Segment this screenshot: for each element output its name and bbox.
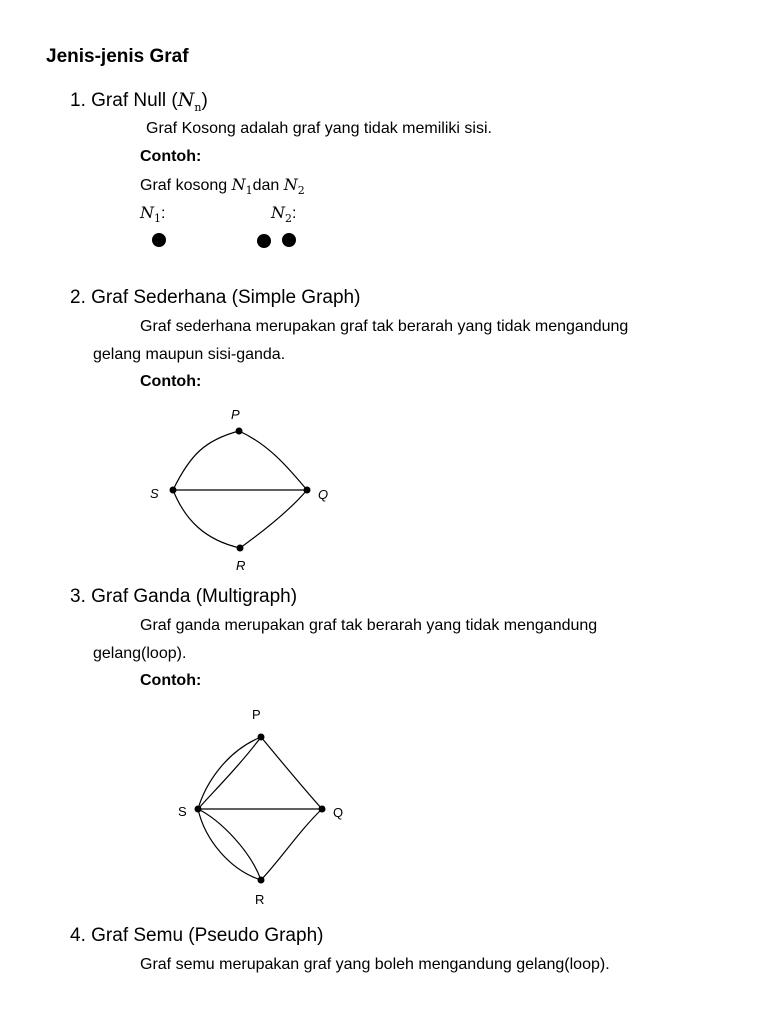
- edge-p-q: [239, 431, 307, 490]
- section-1-heading: 1. Graf Null $(N_n)$: [70, 89, 208, 114]
- section-1-example-text: Graf kosong $N_1dan$ $N_2$: [140, 175, 305, 198]
- multigraph: [198, 737, 322, 880]
- vertex-label-s: S: [178, 804, 187, 819]
- vertex-label-q: Q: [318, 487, 329, 502]
- section-1-description: Graf Kosong adalah graf yang tidak memiliki sisi.: [146, 120, 492, 137]
- vertex-label-r: R: [255, 892, 265, 907]
- section-2-description-line2: gelang maupun sisi-ganda.: [93, 346, 286, 363]
- label-n1: $N_1$:: [140, 203, 166, 226]
- section-number: 4.: [70, 925, 86, 946]
- edge-s-p: [173, 431, 239, 490]
- vertex-p: [258, 734, 265, 741]
- section-number: 3.: [70, 586, 86, 607]
- page-title: Jenis-jenis Graf: [46, 46, 189, 67]
- section-2-description-line1: Graf sederhana merupakan graf tak berarah yang tidak mengandung: [140, 318, 629, 335]
- section-title: Graf Sederhana (Simple Graph): [91, 287, 361, 308]
- edge-r-q: [261, 809, 322, 880]
- edge-s-r-2: [198, 809, 261, 880]
- edge-p-q: [261, 737, 322, 809]
- section-3-description-line2: gelang(loop).: [93, 645, 187, 662]
- section-title: Graf Ganda (Multigraph): [91, 586, 298, 607]
- vertex-q: [304, 487, 311, 494]
- vertex-label-p: P: [252, 707, 261, 722]
- vertex-p: [236, 428, 243, 435]
- section-3-example-label: Contoh:: [140, 672, 202, 689]
- vertex-r: [237, 545, 244, 552]
- simple-graph: [173, 431, 307, 548]
- edge-s-r: [173, 490, 240, 548]
- vertex-s: [170, 487, 177, 494]
- section-title: Graf Semu (Pseudo Graph): [91, 925, 324, 946]
- label-n2: $N_2$:: [271, 203, 297, 226]
- edge-s-r-1: [198, 809, 261, 880]
- section-number: 1.: [70, 90, 86, 111]
- vertex-r: [258, 877, 265, 884]
- edge-r-q: [240, 490, 307, 548]
- math-n2: $N_2$: [283, 175, 305, 198]
- vertex-label-r: R: [236, 558, 246, 573]
- section-4-description-line1: Graf semu merupakan graf yang boleh mengandung gelang(loop).: [140, 956, 610, 973]
- section-4-heading: [70, 925, 323, 947]
- math-n: $N_n$: [177, 89, 202, 114]
- vertex-label-p: P: [231, 407, 240, 422]
- vertex-label-q: Q: [333, 805, 344, 820]
- edge-s-p-2: [198, 737, 261, 809]
- section-3-description-line1: Graf ganda merupakan graf tak berarah yang tidak mengandung: [140, 617, 598, 634]
- vertex-label-s: S: [150, 486, 159, 501]
- section-number: 2.: [70, 287, 86, 308]
- vertex-s: [195, 806, 202, 813]
- vertex-q: [319, 806, 326, 813]
- section-title: Graf Null (: [91, 90, 178, 111]
- section-1-example-label: Contoh:: [140, 148, 202, 165]
- math-n1: $N_1$: [231, 175, 253, 198]
- section-3-heading: [70, 586, 297, 608]
- section-2-example-label: Contoh:: [140, 373, 202, 390]
